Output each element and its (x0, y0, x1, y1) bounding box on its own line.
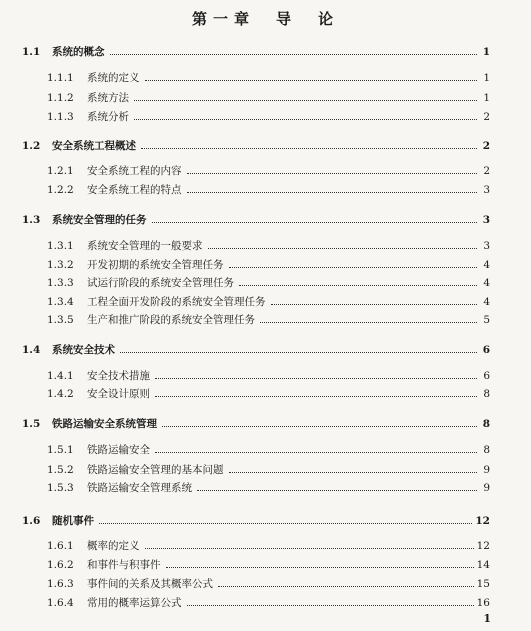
dot-leader (166, 566, 474, 568)
toc-section-entry (22, 417, 490, 431)
entry-page-number: 15 (476, 578, 490, 590)
entry-title: 系统安全管理的任务 (52, 214, 147, 226)
entry-number: 1.4.1 (47, 370, 74, 382)
dot-leader (218, 585, 474, 587)
entry-page-number: 14 (476, 559, 490, 571)
toc-subsection-entry (47, 239, 490, 253)
toc-subsection-entry (47, 443, 490, 457)
dot-leader (187, 191, 478, 193)
toc-section-entry (22, 45, 490, 59)
dot-leader (145, 79, 478, 81)
entry-number: 1.3 (22, 214, 41, 226)
entry-title: 铁路运输安全系统管理 (52, 418, 157, 430)
entry-title: 安全系统工程的特点 (87, 184, 182, 196)
entry-number: 1.1.1 (47, 72, 74, 84)
entry-page-number: 3 (483, 240, 490, 252)
dot-leader (260, 321, 477, 323)
toc-subsection-entry (47, 276, 490, 290)
entry-number: 1.6.2 (47, 559, 74, 571)
entry-number: 1.3.4 (47, 296, 74, 308)
toc-subsection-entry (47, 463, 490, 477)
dot-leader (208, 247, 478, 249)
entry-page-number: 4 (483, 259, 490, 271)
entry-title: 系统安全管理的一般要求 (87, 240, 203, 252)
entry-title: 系统安全技术 (52, 344, 115, 356)
entry-number: 1.3.3 (47, 277, 74, 289)
dot-leader (187, 172, 478, 174)
entry-title: 和事件与积事件 (87, 559, 161, 571)
toc-section-entry (22, 343, 490, 357)
dot-leader (229, 266, 478, 268)
dot-leader (152, 221, 478, 223)
page-number: 1 (483, 612, 491, 625)
entry-number: 1.6.4 (47, 597, 74, 609)
entry-number: 1.2.1 (47, 165, 74, 177)
toc-subsection-entry (47, 369, 490, 383)
toc-subsection-entry (47, 387, 490, 401)
toc-section-entry (22, 514, 490, 528)
entry-page-number: 8 (483, 444, 490, 456)
entry-page-number: 12 (476, 540, 490, 552)
toc-subsection-entry (47, 164, 490, 178)
dot-leader (162, 425, 477, 427)
dot-leader (155, 395, 477, 397)
dot-leader (120, 351, 477, 353)
dot-leader (110, 53, 478, 55)
entry-page-number: 8 (483, 388, 490, 400)
entry-page-number: 2 (483, 165, 490, 177)
toc-subsection-entry (47, 110, 490, 124)
dot-leader (134, 118, 477, 120)
entry-number: 1.1 (22, 46, 41, 58)
entry-page-number: 5 (483, 314, 490, 326)
dot-leader (239, 284, 477, 286)
entry-page-number: 12 (475, 515, 490, 527)
dot-leader (187, 604, 474, 606)
entry-page-number: 1 (483, 72, 490, 84)
entry-title: 安全技术措施 (87, 370, 150, 382)
entry-page-number: 3 (482, 214, 490, 226)
entry-number: 1.2.2 (47, 184, 74, 196)
entry-number: 1.3.1 (47, 240, 74, 252)
entry-number: 1.1.2 (47, 92, 74, 104)
entry-title: 安全设计原则 (87, 388, 150, 400)
entry-page-number: 2 (483, 111, 490, 123)
toc-subsection-entry (47, 558, 490, 572)
entry-title: 试运行阶段的系统安全管理任务 (87, 277, 234, 289)
dot-leader (99, 522, 472, 524)
entry-page-number: 8 (482, 418, 490, 430)
entry-title: 安全系统工程的内容 (87, 165, 182, 177)
entry-page-number: 16 (476, 597, 490, 609)
entry-page-number: 9 (483, 482, 490, 494)
entry-title: 生产和推广阶段的系统安全管理任务 (87, 314, 255, 326)
toc-subsection-entry (47, 481, 490, 495)
entry-number: 1.6 (22, 515, 41, 527)
entry-number: 1.6.3 (47, 578, 74, 590)
dot-leader (197, 489, 477, 491)
entry-title: 系统分析 (87, 111, 129, 123)
entry-title: 事件间的关系及其概率公式 (87, 578, 213, 590)
entry-page-number: 3 (483, 184, 490, 196)
toc-subsection-entry (47, 91, 490, 105)
entry-number: 1.5.1 (47, 444, 74, 456)
entry-number: 1.6.1 (47, 540, 74, 552)
entry-number: 1.4 (22, 344, 41, 356)
entry-title: 铁路运输安全 (87, 444, 150, 456)
entry-number: 1.2 (22, 140, 41, 152)
dot-leader (145, 547, 474, 549)
toc-subsection-entry (47, 577, 490, 591)
toc-subsection-entry (47, 539, 490, 553)
dot-leader (155, 451, 477, 453)
entry-number: 1.5 (22, 418, 41, 430)
toc-section-entry (22, 139, 490, 153)
entry-title: 工程全面开发阶段的系统安全管理任务 (87, 296, 266, 308)
entry-title: 开发初期的系统安全管理任务 (87, 259, 224, 271)
entry-title: 随机事件 (52, 515, 94, 527)
toc-section-entry (22, 213, 490, 227)
entry-page-number: 6 (482, 344, 490, 356)
toc-subsection-entry (47, 71, 490, 85)
dot-leader (229, 471, 478, 473)
toc-subsection-entry (47, 258, 490, 272)
chapter-title: 第一章 导 论 (191, 10, 339, 28)
entry-number: 1.5.2 (47, 464, 74, 476)
entry-number: 1.3.2 (47, 259, 74, 271)
entry-page-number: 9 (483, 464, 490, 476)
entry-page-number: 2 (482, 140, 490, 152)
entry-number: 1.5.3 (47, 482, 74, 494)
entry-title: 系统的定义 (87, 72, 140, 84)
entry-title: 铁路运输安全管理系统 (87, 482, 192, 494)
entry-title: 安全系统工程概述 (52, 140, 136, 152)
entry-number: 1.3.5 (47, 314, 74, 326)
toc-subsection-entry (47, 313, 490, 327)
entry-page-number: 1 (482, 46, 490, 58)
toc-subsection-entry (47, 596, 490, 610)
dot-leader (134, 99, 477, 101)
entry-number: 1.4.2 (47, 388, 74, 400)
dot-leader (141, 147, 477, 149)
toc-subsection-entry (47, 183, 490, 197)
entry-title: 铁路运输安全管理的基本问题 (87, 464, 224, 476)
toc-subsection-entry (47, 295, 490, 309)
entry-page-number: 1 (483, 92, 490, 104)
entry-title: 系统方法 (87, 92, 129, 104)
dot-leader (271, 303, 478, 305)
entry-page-number: 6 (483, 370, 490, 382)
entry-title: 常用的概率运算公式 (87, 597, 182, 609)
entry-title: 概率的定义 (87, 540, 140, 552)
entry-page-number: 4 (483, 296, 490, 308)
entry-page-number: 4 (483, 277, 490, 289)
dot-leader (155, 377, 477, 379)
entry-number: 1.1.3 (47, 111, 74, 123)
entry-title: 系统的概念 (52, 46, 105, 58)
